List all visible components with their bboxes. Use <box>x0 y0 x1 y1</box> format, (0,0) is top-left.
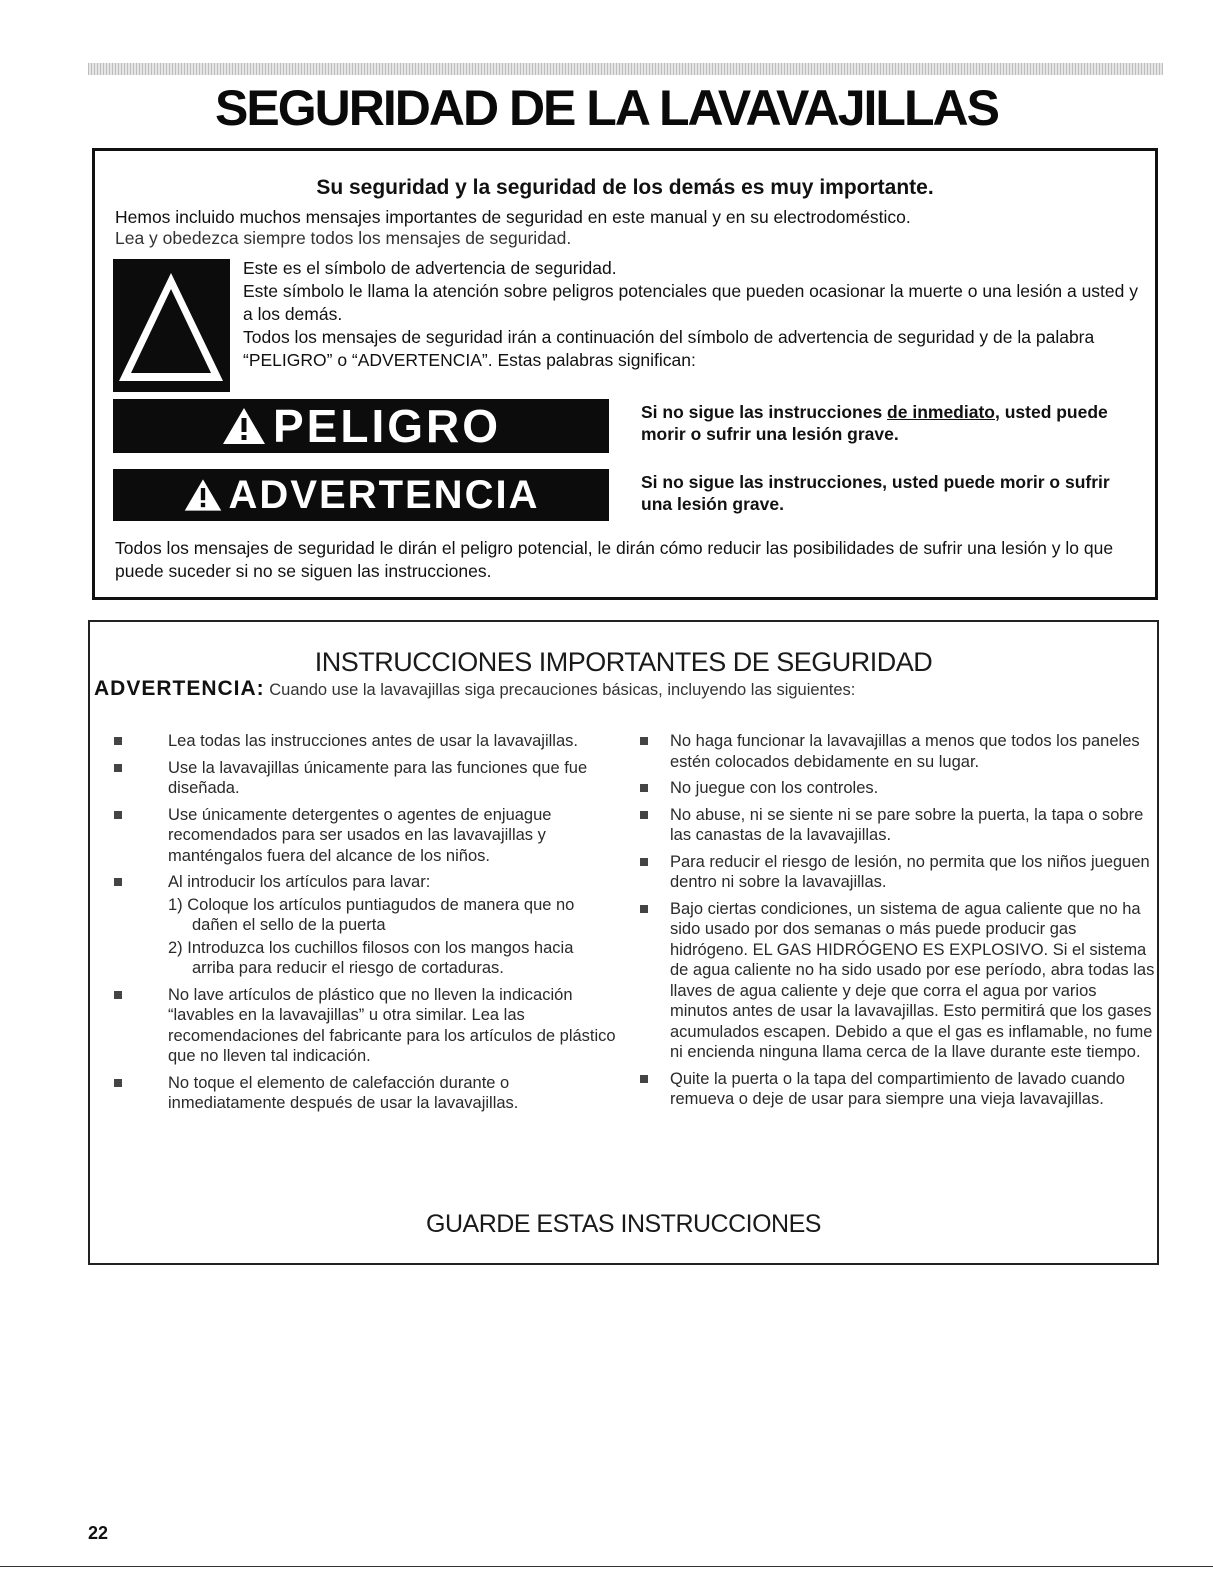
list-item <box>110 731 620 752</box>
square-bullet-icon <box>114 737 122 745</box>
page-number: 22 <box>88 1523 109 1543</box>
square-bullet-icon <box>640 858 648 866</box>
bottom-rule <box>0 1566 1213 1567</box>
instructions-warning-text: Cuando use la lavavajillas siga precauciones básicas, incluyendo las siguientes: <box>264 681 856 699</box>
square-bullet-icon <box>640 1075 648 1083</box>
symbol-line-3: Todos los mensajes de seguridad irán a continuación del símbolo de advertencia de seguridad y de la palabra “PELIGRO” o “ADVERTENCIA”. Estas palabras significan: <box>243 327 1095 370</box>
danger-alert-icon <box>221 406 267 446</box>
list-item <box>638 778 1158 799</box>
square-bullet-icon <box>640 784 648 792</box>
danger-meaning <box>641 401 1141 445</box>
square-bullet-icon <box>114 991 122 999</box>
list-item <box>110 758 620 799</box>
warning-alert-icon <box>183 477 223 513</box>
list-item-text: Para reducir el riesgo de lesión, no permita que los niños jueguen dentro ni sobre la lavavajillas. <box>670 852 1150 891</box>
list-item <box>110 872 620 979</box>
danger-meaning-part-1: Si no sigue las instrucciones <box>641 402 888 422</box>
list-item <box>638 731 1158 772</box>
danger-meaning-part-2: , usted puede morir o sufrir una lesión grave. <box>641 402 1108 444</box>
warning-triangle-icon <box>113 259 230 392</box>
right-instruction-column <box>638 731 1158 1116</box>
square-bullet-icon <box>114 878 122 886</box>
safety-closing-text: Todos los mensajes de seguridad le dirán el peligro potencial, le dirán cómo reducir las posibilidades de sufrir una lesión y lo que puede suceder si no se siguen las instrucciones. <box>115 538 1114 581</box>
square-bullet-icon <box>640 737 648 745</box>
safety-message-box <box>92 148 1158 600</box>
list-item-text: Bajo ciertas condiciones, un sistema de agua caliente que no ha sido usado por dos semanas o más puede producir gas hidrógeno. EL GAS HIDRÓGENO ES EXPLOSIVO. Si el sistema de agua caliente no ha sido usado por ese período, abra todas las llaves de agua caliente y deje que corra el agua por varios minutos antes de usar la lavavajillas. Esto permitirá que los gases acumulados escapen. Debido a que el gas es inflamable, no fume ni encienda ninguna llama cerca de la llave durante este tiempo. <box>670 899 1155 1061</box>
list-item-text: No haga funcionar la lavavajillas a menos que todos los paneles estén colocados debidamente en su lugar. <box>670 732 1140 771</box>
list-item <box>110 805 620 867</box>
square-bullet-icon <box>640 905 648 913</box>
instructions-warning-word: ADVERTENCIA: <box>94 677 265 700</box>
instructions-title: INSTRUCCIONES IMPORTANTES DE SEGURIDAD <box>314 647 933 677</box>
list-item-text: Use únicamente detergentes o agentes de enjuague recomendados para ser usados en las lavavajillas y manténgalos fuera del alcance de los niños. <box>168 805 552 865</box>
instructions-warning-line <box>94 678 855 701</box>
save-instructions-line: GUARDE ESTAS INSTRUCCIONES <box>426 1210 821 1238</box>
list-item-text: No lave artículos de plástico que no lleven la indicación “lavables en la lavavajillas” u otra similar. Lea las recomendaciones del fabricante para los artículos de plástico que no lleven tal indicación. <box>168 985 616 1065</box>
list-item-text: Al introducir los artículos para lavar: <box>168 873 431 891</box>
safety-subhead: Su seguridad y la seguridad de los demás es muy importante. <box>316 176 934 199</box>
important-instructions-box <box>88 620 1159 1265</box>
danger-meaning-underlined: de inmediato <box>887 402 995 422</box>
list-item-text: Quite la puerta o la tapa del compartimiento de lavado cuando remueva o deje de usar para siempre una vieja lavavajillas. <box>670 1069 1125 1108</box>
list-item-text: Use la lavavajillas únicamente para las funciones que fue diseñada. <box>168 758 588 797</box>
top-decorative-rule <box>88 63 1163 75</box>
symbol-explanation <box>243 257 1143 372</box>
left-instruction-column <box>110 731 620 1120</box>
square-bullet-icon <box>114 764 122 772</box>
square-bullet-icon <box>640 811 648 819</box>
safety-intro-1: Hemos incluido muchos mensajes importantes de seguridad en este manual y en su electrodoméstico. <box>115 207 911 227</box>
sub-item: 2) Introduzca los cuchillos filosos con los mangos hacia arriba para reducir el riesgo de cortaduras. <box>168 938 574 977</box>
safety-intro-2: Lea y obedezca siempre todos los mensajes de seguridad. <box>115 228 572 248</box>
list-item-text: Lea todas las instrucciones antes de usar la lavavajillas. <box>168 732 578 750</box>
warning-label: ADVERTENCIA <box>228 472 540 517</box>
square-bullet-icon <box>114 811 122 819</box>
list-item <box>638 852 1158 893</box>
warning-banner <box>113 469 609 521</box>
list-item-text: No abuse, ni se siente ni se pare sobre la puerta, la tapa o sobre las canastas de la lavavajillas. <box>670 805 1144 844</box>
danger-banner <box>113 399 609 453</box>
symbol-line-1: Este es el símbolo de advertencia de seguridad. <box>243 258 617 278</box>
square-bullet-icon <box>114 1079 122 1087</box>
list-item <box>638 805 1158 846</box>
page-title: SEGURIDAD DE LA LAVAVAJILLAS <box>215 80 998 136</box>
list-item <box>638 899 1158 1063</box>
danger-label: PELIGRO <box>272 400 502 452</box>
list-item <box>638 1069 1158 1110</box>
list-item <box>110 1073 620 1114</box>
symbol-line-2: Este símbolo le llama la atención sobre peligros potenciales que pueden ocasionar la muerte o una lesión a usted y a los demás. <box>243 281 1138 324</box>
sub-item: 1) Coloque los artículos puntiagudos de manera que no dañen el sello de la puerta <box>168 895 575 934</box>
list-item-text: No juegue con los controles. <box>670 779 879 797</box>
warning-meaning: Si no sigue las instrucciones, usted puede morir o sufrir una lesión grave. <box>641 472 1110 514</box>
list-item-text: No toque el elemento de calefacción durante o inmediatamente después de usar la lavavajillas. <box>168 1073 519 1112</box>
list-item <box>110 985 620 1067</box>
